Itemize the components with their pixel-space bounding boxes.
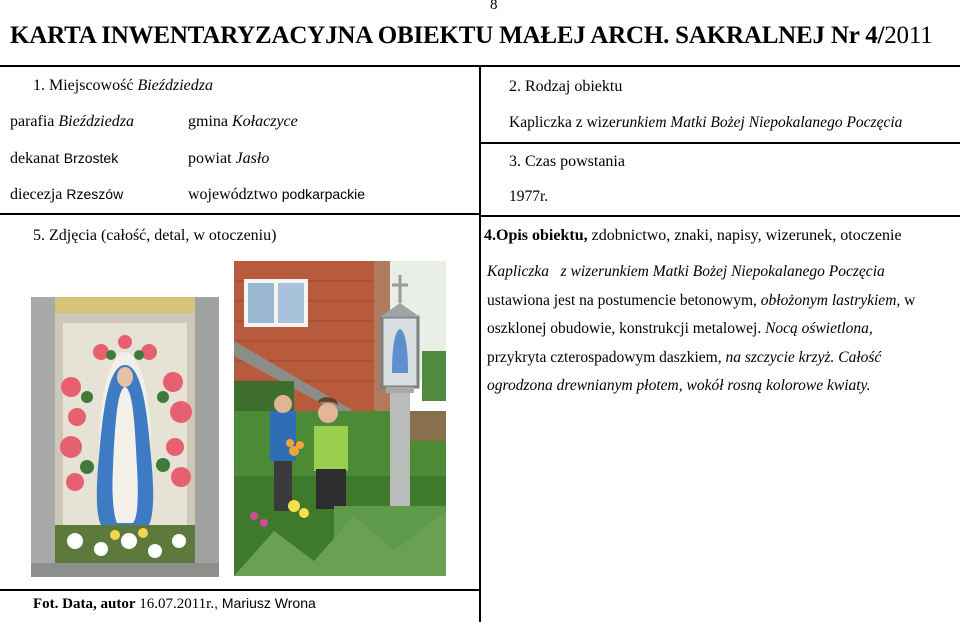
description-label: 4.Opis obiektu, — [484, 227, 588, 244]
wojewodztwo-label: województwo — [188, 186, 278, 203]
desc-line-5: ogrodzona drewnianym płotem, wokół rosną kolorowe kwiaty. — [487, 377, 871, 394]
type-value-a: Kapliczka z wize — [509, 114, 616, 131]
powiat-value: Jasło — [235, 150, 270, 167]
type-value — [509, 114, 902, 132]
desc-line-2 — [487, 287, 953, 316]
desc-line-3 — [487, 315, 953, 344]
rule-left-1 — [0, 213, 479, 215]
photo-caption — [33, 595, 316, 613]
diecezja-row — [10, 186, 123, 204]
parafia-value: Bieździedza — [58, 113, 134, 130]
dekanat-row — [10, 150, 118, 168]
desc-line-2b: obłożonym lastrykiem, — [760, 291, 901, 309]
type-value-b: runkiem Matki Bożej Niepokalanego Poczęcia — [615, 114, 903, 131]
caption-author: , Mariusz Wrona — [214, 595, 316, 611]
page-title — [10, 22, 933, 50]
desc-line-4b: na szczycie krzyż. Całość — [725, 348, 882, 366]
photo-shrine-detail — [31, 297, 219, 577]
powiat-label: powiat — [188, 150, 232, 167]
desc-line-3b: Nocą oświetlona, — [765, 320, 873, 337]
rule-right-2 — [481, 215, 960, 217]
caption-date: 16.07.2011r. — [139, 596, 215, 612]
powiat-row — [188, 150, 269, 168]
rule-column-divider — [479, 65, 481, 622]
parafia-row — [10, 113, 134, 131]
title-year: 2011 — [884, 22, 933, 49]
caption-label: Fot. Data, autor — [33, 596, 136, 612]
photos-heading — [33, 227, 276, 245]
dekanat-label: dekanat — [10, 150, 60, 167]
parafia-label: parafia — [10, 113, 55, 130]
location-label: 1. Miejscowość — [33, 77, 134, 94]
wojewodztwo-value: podkarpackie — [281, 186, 366, 202]
dekanat-value: Brzostek — [63, 150, 119, 166]
gmina-row — [188, 113, 298, 131]
time-value: 1977r. — [509, 188, 549, 205]
location-row — [33, 77, 213, 95]
time-heading: 3. Czas powstania — [509, 153, 625, 170]
location-value: Bieździedza — [137, 77, 213, 94]
photos-sublabel: (całość, detal, w otoczeniu) — [100, 227, 277, 244]
desc-line-4a: przykryta czterospadowym daszkiem, — [487, 348, 726, 366]
rule-right-1 — [481, 142, 960, 144]
desc-line-4 — [487, 344, 953, 373]
type-heading: 2. Rodzaj obiektu — [509, 78, 623, 95]
desc-line-2c: w — [900, 291, 916, 309]
diecezja-label: diecezja — [10, 186, 63, 203]
page-number: 8 — [490, 0, 498, 13]
description-text — [487, 258, 953, 401]
desc-line-1: Kapliczka z wizerunkiem Matki Bożej Niepokalanego Poczęcia — [487, 263, 885, 280]
diecezja-value: Rzeszów — [66, 186, 124, 202]
description-heading — [484, 227, 902, 245]
gmina-label: gmina — [188, 113, 228, 130]
desc-line-3a: oszklonej obudowie, konstrukcji metalowej. — [487, 320, 766, 337]
photos-label: 5. Zdjęcia — [33, 227, 97, 244]
title-main: KARTA INWENTARYZACYJNA OBIEKTU MAŁEJ ARCH. SAKRALNEJ Nr 4/ — [10, 22, 885, 49]
photo-shrine-surroundings — [234, 261, 446, 576]
description-sublabel: zdobnictwo, znaki, napisy, wizerunek, otoczenie — [591, 227, 902, 244]
rule-left-2 — [0, 589, 479, 591]
wojewodztwo-row — [188, 186, 365, 204]
desc-line-2a: ustawiona jest na postumencie betonowym, — [487, 291, 761, 309]
gmina-value: Kołaczyce — [232, 113, 298, 130]
